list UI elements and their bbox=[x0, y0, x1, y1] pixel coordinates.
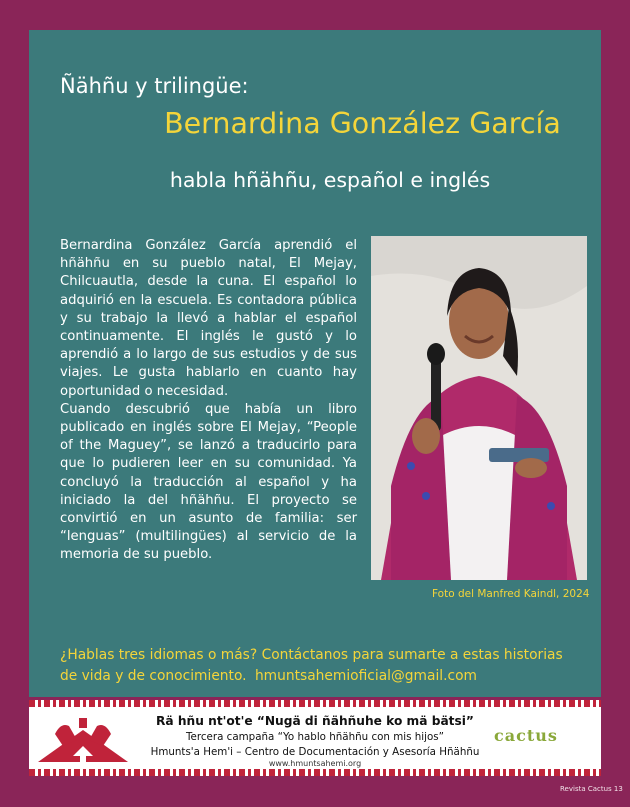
contact-email[interactable]: hmuntsahemioficial@gmail.com bbox=[254, 668, 477, 684]
cactus-logo: cactus bbox=[494, 726, 558, 745]
contact-text: ¿Hablas tres idiomas o más? Contáctanos para sumarte a estas historias de vida y de conocimiento. bbox=[60, 647, 563, 684]
paragraph-1: Bernardina González García aprendió el hñähñu en su pueblo natal, El Mejay, Chilcuautla, desde la cuna. El español lo adquirió en la escuela. Es contadora pública y su trabajo la llevó a hablar el español continuamente. El inglés le gustó y lo aprendió a lo largo de sus estudios y de sus viajes. Le gusta hablarlo en cuanto hay oportunidad o necesidad. bbox=[60, 238, 357, 399]
paragraph-2: Cuando descubrió que había un libro publicado en inglés sobre El Mejay, “People of the Maguey”, se lanzó a traducirlo para que lo pudieren leer en su comunidad. Ya concluyó la traducción al español y ha iniciado la del hñähñu. El proyecto se convirtió en un asunto de familia: ser “lenguas” (multilingües) al servicio de la memoria de su pueblo. bbox=[60, 401, 357, 563]
page-number: Revista Cactus 13 bbox=[560, 785, 623, 793]
kicker: Ñähñu y trilingüe: bbox=[60, 74, 249, 98]
portrait-illustration bbox=[371, 236, 587, 580]
embroidery-band-bottom bbox=[29, 769, 601, 776]
photo-credit: Foto del Manfred Kaindl, 2024 bbox=[432, 588, 590, 600]
page-title: Bernardina González García bbox=[164, 107, 561, 140]
embroidery-band-top bbox=[29, 700, 601, 707]
contact-block bbox=[60, 645, 580, 687]
subtitle: habla hñähñu, español e inglés bbox=[169, 168, 491, 192]
body-text bbox=[60, 237, 357, 565]
portrait-photo bbox=[371, 236, 587, 580]
footer-campaign-title: Rä hñu nt'ot'e “Nugä di ñähñuhe ko mä bätsi” bbox=[156, 714, 474, 728]
footer-url[interactable]: www.hmuntsahemi.org bbox=[268, 759, 362, 768]
footer-campaign-subtitle: Tercera campaña “Yo hablo hñähñu con mis hijos” bbox=[185, 731, 445, 743]
footer-organization: Hmunts'a Hem'i – Centro de Documentación y Asesoría Hñähñu bbox=[150, 746, 480, 758]
